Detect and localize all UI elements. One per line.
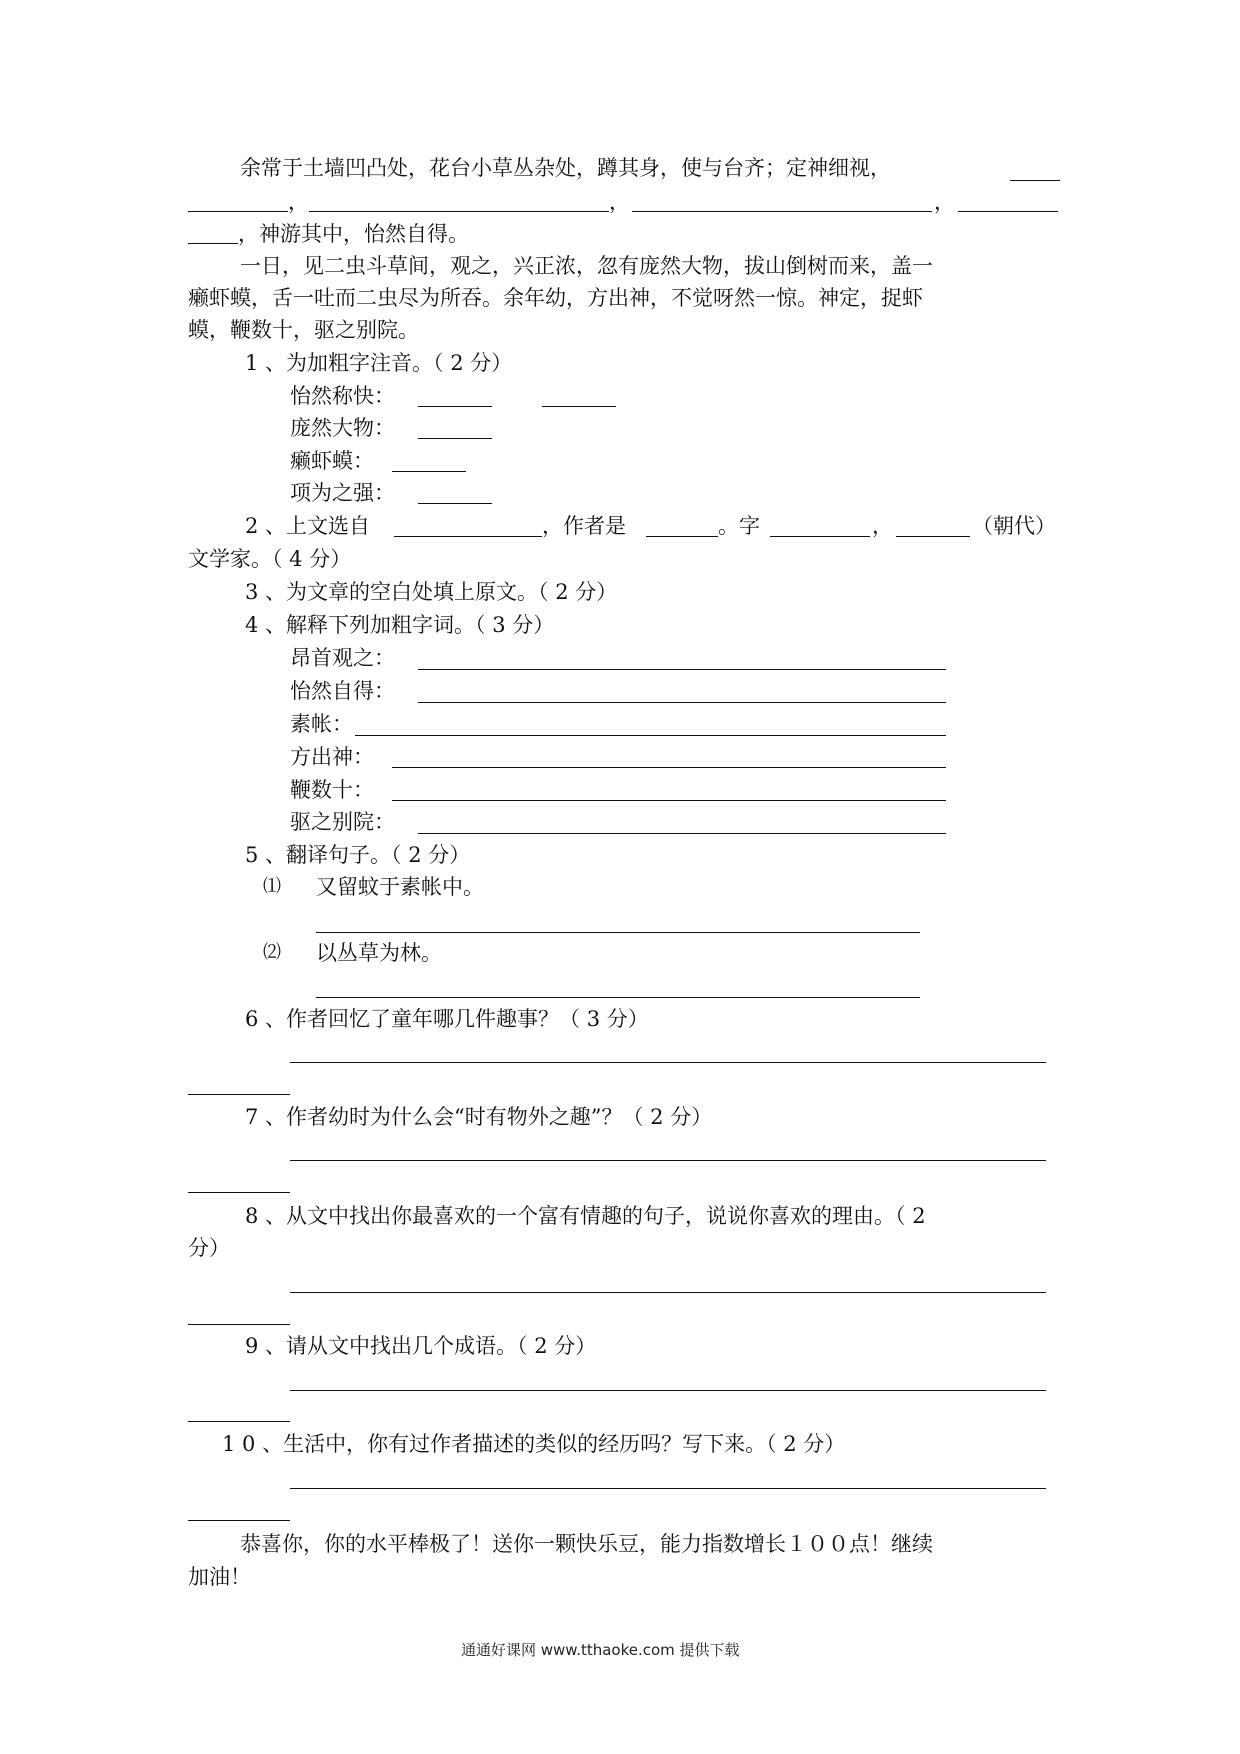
q5-title: 5 、翻译句子。（ 2 分） — [245, 843, 471, 867]
q4-item: 怡然自得： — [290, 679, 395, 703]
closing-line2: 加油！ — [188, 1565, 251, 1589]
q4-item: 方出神： — [290, 745, 374, 769]
blank-line — [309, 211, 609, 212]
answer-line[interactable] — [355, 735, 946, 736]
q4-item: 昂首观之： — [290, 646, 395, 670]
answer-line[interactable] — [188, 1324, 290, 1325]
answer-line[interactable] — [188, 1520, 290, 1521]
q8-line2: 分） — [188, 1236, 230, 1260]
q4-item: 驱之别院： — [290, 810, 395, 834]
blank-line — [632, 211, 932, 212]
q4-item: 素帐： — [290, 712, 353, 736]
answer-line[interactable] — [290, 1390, 1046, 1391]
q9-title: 9 、请从文中找出几个成语。（ 2 分） — [245, 1334, 597, 1358]
q2-author: ，作者是 — [542, 514, 626, 538]
answer-line[interactable] — [394, 536, 542, 537]
q8-title: 8 、从文中找出你最喜欢的一个富有情趣的句子，说说你喜欢的理由。（ 2 — [245, 1204, 926, 1228]
answer-line[interactable] — [290, 1160, 1046, 1161]
answer-line[interactable] — [316, 932, 920, 933]
q2-comma: ， — [872, 514, 893, 538]
q1-title: 1 、为加粗字注音。（ 2 分） — [245, 351, 513, 375]
q1-item: 怡然称快： — [290, 384, 395, 408]
answer-line[interactable] — [290, 1062, 1046, 1063]
q5-s1-number: ⑴ — [263, 876, 281, 897]
passage-p2-line1: 一日，见二虫斗草间，观之，兴正浓，忽有庞然大物，拔山倒树而来，盖一 — [240, 254, 933, 278]
q4-title: 4 、解释下列加粗字词。（ 3 分） — [245, 613, 555, 637]
answer-line[interactable] — [188, 1421, 290, 1422]
q5-s2-number: ⑵ — [263, 942, 281, 963]
passage-comma: ， — [609, 190, 630, 214]
q10-title: 1 0 、生活中，你有过作者描述的类似的经历吗？写下来。（ 2 分） — [222, 1432, 846, 1456]
q2-zi: 。字 — [718, 514, 760, 538]
answer-line[interactable] — [392, 800, 946, 801]
answer-line[interactable] — [418, 503, 492, 504]
q7-title: 7 、作者幼时为什么会“时有物外之趣”？（ 2 分） — [245, 1105, 713, 1129]
answer-line[interactable] — [646, 536, 718, 537]
passage-p2-line2: 癞虾蟆，舌一吐而二虫尽为所吞。余年幼，方出神，不觉呀然一惊。神定，捉虾 — [188, 286, 923, 310]
q2-prefix: 2 、上文选自 — [245, 514, 371, 538]
closing-line1: 恭喜你，你的水平棒极了！送你一颗快乐豆，能力指数增长１００点！继续 — [240, 1532, 933, 1556]
passage-p2-line3: 蟆，鞭数十，驱之别院。 — [188, 318, 419, 342]
q1-item: 项为之强： — [290, 481, 395, 505]
answer-line[interactable] — [770, 536, 870, 537]
passage-p1-line1: 余常于土墙凹凸处，花台小草丛杂处，蹲其身，使与台齐；定神细视， — [240, 156, 891, 180]
answer-line[interactable] — [418, 833, 946, 834]
q1-item: 庞然大物： — [290, 416, 395, 440]
answer-line[interactable] — [392, 471, 466, 472]
q4-item: 鞭数十： — [290, 778, 374, 802]
answer-line[interactable] — [188, 1192, 290, 1193]
answer-line[interactable] — [392, 767, 946, 768]
answer-line[interactable] — [418, 702, 946, 703]
q2-dynasty: （朝代） — [972, 514, 1056, 538]
q1-item: 癞虾蟆： — [290, 449, 374, 473]
footer-text: 通通好课网 www.tthaoke.com 提供下载 — [461, 1641, 740, 1659]
answer-line[interactable] — [418, 669, 946, 670]
answer-line[interactable] — [290, 1292, 1046, 1293]
passage-comma: ， — [934, 190, 955, 214]
blank-line — [188, 243, 238, 244]
blank-line — [188, 211, 288, 212]
q3-title: 3 、为文章的空白处填上原文。（ 2 分） — [245, 580, 618, 604]
blank-line — [958, 211, 1058, 212]
answer-line[interactable] — [188, 1094, 290, 1095]
passage-p1-line3: ，神游其中，怡然自得。 — [238, 222, 469, 246]
answer-line[interactable] — [316, 997, 920, 998]
blank-line — [1010, 180, 1060, 181]
answer-line[interactable] — [542, 406, 616, 407]
answer-line[interactable] — [896, 536, 970, 537]
q2-line2: 文学家。（ 4 分） — [188, 547, 352, 571]
answer-line[interactable] — [418, 406, 492, 407]
answer-line[interactable] — [290, 1488, 1046, 1489]
q6-title: 6 、作者回忆了童年哪几件趣事？（ 3 分） — [245, 1007, 649, 1031]
q5-s1-text: 又留蚊于素帐中。 — [316, 875, 484, 899]
q5-s2-text: 以丛草为林。 — [316, 941, 442, 965]
passage-comma: ， — [288, 190, 309, 214]
answer-line[interactable] — [418, 438, 492, 439]
